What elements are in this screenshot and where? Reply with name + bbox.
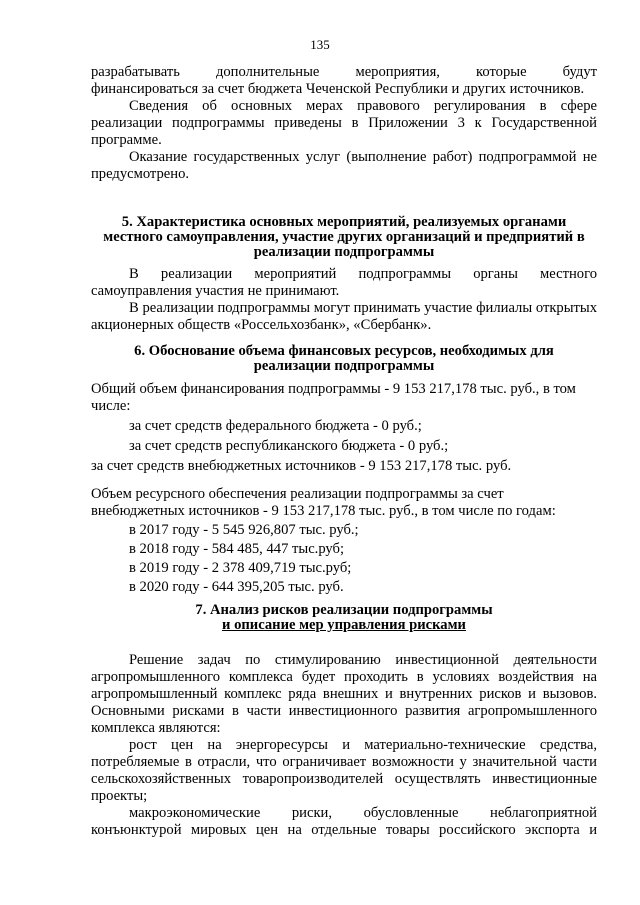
heading-line: 7. Анализ рисков реализации подпрограммы bbox=[195, 602, 493, 618]
page-number: 135 bbox=[310, 37, 330, 52]
section-7 bbox=[91, 603, 597, 633]
year-line: в 2019 году - 2 378 409,719 тыс.руб; bbox=[129, 560, 352, 576]
heading-line: и описание мер управления рисками bbox=[222, 617, 466, 633]
section-heading bbox=[91, 344, 597, 374]
year-line: в 2017 году - 5 545 926,807 тыс. руб.; bbox=[129, 522, 359, 538]
paragraph: Оказание государственных услуг (выполнение работ) подпрограммой не предусмотрено. bbox=[91, 149, 597, 182]
offbudget-line: за счет средств внебюджетных источников - 9 153 217,178 тыс. руб. bbox=[91, 458, 512, 474]
paragraph: финансироваться за счет бюджета Чеченской Республики и других источников. bbox=[91, 81, 585, 97]
heading-line: реализации подпрограммы bbox=[253, 244, 435, 260]
intro-text bbox=[91, 64, 597, 183]
year-line: в 2018 году - 584 485, 447 тыс.руб; bbox=[129, 541, 345, 557]
paragraph-line: Общий объем финансирования подпрограммы - 9 153 217,178 тыс. руб., в том bbox=[91, 381, 576, 397]
heading-line: местного самоуправления, участие других организаций и предприятий в bbox=[103, 229, 585, 245]
paragraph: Сведения об основных мерах правового регулирования в сфере реализации подпрограммы приведены в Приложении 3 к Государственной программе. bbox=[91, 98, 597, 148]
republic-budget-line: за счет средств республиканского бюджета - 0 руб.; bbox=[129, 438, 449, 454]
paragraph-line: Объем ресурсного обеспечения реализации подпрограммы за счет bbox=[91, 486, 504, 502]
federal-budget-line: за счет средств федерального бюджета - 0 руб.; bbox=[129, 418, 422, 434]
financing-text bbox=[91, 381, 597, 475]
paragraph: рост цен на энергоресурсы и материально-технические средства, потребляемые в отрасли, что ограничивает возможности у значительной части сельскохозяйственных товаропроизводителей осуществлять инвестиционные проекты; bbox=[91, 737, 597, 804]
paragraph: В реализации мероприятий подпрограммы органы местного самоуправления участия не принимают. bbox=[91, 266, 597, 299]
heading-line: 5. Характеристика основных мероприятий, реализуемых органами bbox=[121, 214, 567, 230]
paragraph: Решение задач по стимулированию инвестиционной деятельности агропромышленного комплекса будет проходить в условиях воздействия на агропромышленный комплекс ряда внешних и внутренних рисков и вызовов. Основными рисками в части инвестиционного развития агропромышленного комплекса являются: bbox=[91, 652, 597, 736]
section-heading bbox=[91, 603, 597, 633]
heading-line: реализации подпрограммы bbox=[253, 358, 435, 374]
resource-text bbox=[91, 486, 597, 596]
paragraph-line: внебюджетных источников - 9 153 217,178 тыс. руб., в том числе по годам: bbox=[91, 503, 556, 519]
section-5-text bbox=[91, 266, 597, 334]
heading-line: 6. Обоснование объема финансовых ресурсов, необходимых для bbox=[134, 343, 554, 359]
section-5 bbox=[91, 215, 597, 260]
paragraph-line: разрабатывать дополнительные мероприятия, которые будут bbox=[91, 64, 597, 80]
paragraph: макроэкономические риски, обусловленные неблагоприятной конъюнктурой мировых цен на отдельные товары российского экспорта и bbox=[91, 805, 597, 838]
year-line: в 2020 году - 644 395,205 тыс. руб. bbox=[129, 579, 344, 595]
section-7-text bbox=[91, 652, 597, 839]
section-6 bbox=[91, 344, 597, 374]
section-heading bbox=[91, 215, 597, 260]
paragraph-line: числе: bbox=[91, 398, 131, 414]
paragraph: В реализации подпрограммы могут принимать участие филиалы открытых акционерных обществ «Россельхозбанк», «Сбербанк». bbox=[91, 300, 597, 333]
